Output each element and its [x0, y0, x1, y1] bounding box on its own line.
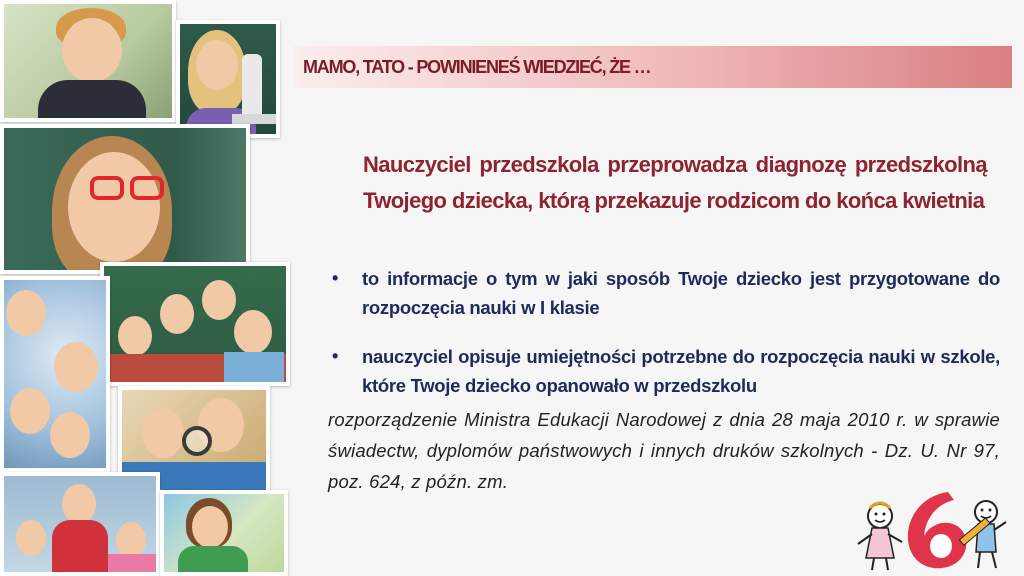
lead-paragraph: Nauczyciel przedszkola przeprowadza diagnozę przedszkolną Twojego dziecka, którą przekazuje rodzicom do końca kwietnia	[363, 152, 987, 213]
title-bar	[293, 46, 1012, 88]
bullet-list	[328, 264, 1000, 400]
six-hole-shape	[930, 534, 952, 558]
children-classroom-photo	[100, 262, 290, 386]
girl-microscope-photo	[176, 20, 280, 138]
list-item	[328, 264, 1000, 322]
list-item	[328, 342, 1000, 400]
kid-left-drawing	[858, 503, 902, 570]
bullet-text: nauczyciel opisuje umiejętności potrzebne do rozpoczęcia nauki w szkole, które Twoje dziecko opanowało w przedszkolu	[362, 346, 1000, 396]
six-year-old-logo	[850, 482, 1010, 572]
bullet-text: to informacje o tym w jaki sposób Twoje dziecko jest przygotowane do rozpoczęcia nauki w I klasie	[362, 268, 1000, 318]
page-title: MAMO, TATO - POWINIENEŚ WIEDZIEĆ, ŻE …	[303, 56, 651, 77]
girl-red-glasses-photo	[0, 124, 250, 274]
teacher-children-photo	[0, 472, 160, 576]
bullet-icon: •	[332, 268, 339, 288]
bullet-icon: •	[332, 346, 339, 366]
boy-smiling-photo	[0, 0, 176, 122]
legal-note: rozporządzenie Ministra Edukacji Narodowej z dnia 28 maja 2010 r. w sprawie świadectw, dyplomów państwowych i innych druków szkolnych - Dz. U. Nr 97, poz. 624, z późn. zm.	[328, 409, 1000, 492]
children-circle-photo	[0, 276, 110, 472]
girl-map-photo	[160, 490, 288, 576]
